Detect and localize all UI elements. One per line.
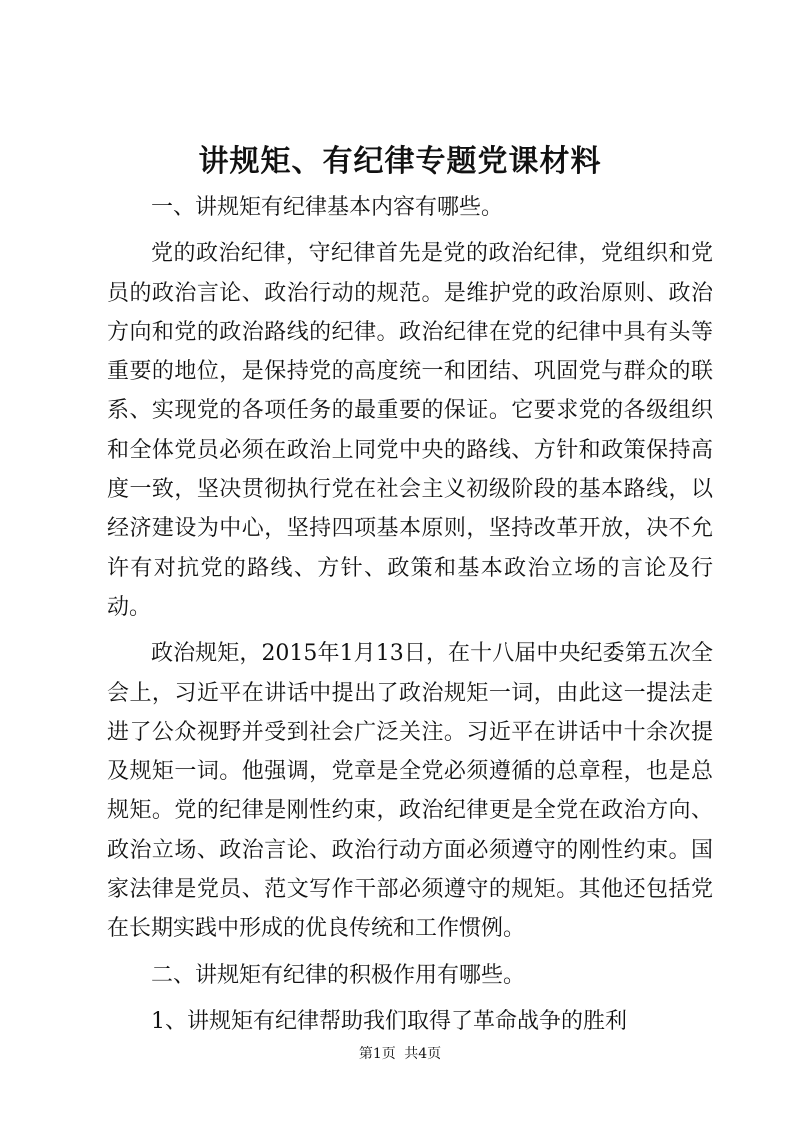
subsection-heading-1: 1、讲规矩有纪律帮助我们取得了革命战争的胜利 — [151, 1008, 627, 1034]
paragraph-political-discipline: 党的政治纪律，守纪律首先是党的政治纪律，党组织和党员的政治言论、政治行动的规范。是维护党的政治原则、政治方向和党的政治路线的纪律。政治纪律在党的纪律中具有头等重要的地位，是保持党的高度统一和团结、巩固党与群众的联系、实现党的各项任务的最重要的保证。它要求党的各级组织和全体党员必须在政治上同党中央的路线、方针和政策保持高度一致，坚决贯彻执行党在社会主义初级阶段的基本路线，以经济建设为中心，坚持四项基本原则，坚持改革开放，决不允许有对抗党的路线、方针、政策和基本政治立场的言论及行动。 — [107, 241, 713, 620]
page-total: 共4页 — [404, 1046, 442, 1062]
paragraph-political-rules: 政治规矩，2015年1月13日，在十八届中央纪委第五次全会上，习近平在讲话中提出了政治规矩一词，由此这一提法走进了公众视野并受到社会广泛关注。习近平在讲话中十余次提及规矩一词。他强调，党章是全党必须遵循的总章程，也是总规矩。党的纪律是刚性约束，政治纪律更是全党在政治方向、政治立场、政治言论、政治行动方面必须遵守的刚性约束。国家法律是党员、范文写作干部必须遵守的规矩。其他还包括党在长期实践中形成的优良传统和工作惯例。 — [107, 641, 713, 942]
section-heading-1: 一、讲规矩有纪律基本内容有哪些。 — [151, 195, 504, 220]
page-footer — [0, 1044, 800, 1064]
document-title: 讲规矩、有纪律专题党课材料 — [198, 144, 602, 179]
page-number: 第1页 — [358, 1046, 396, 1062]
document-body — [107, 188, 713, 1048]
section-heading-2: 二、讲规矩有纪律的积极作用有哪些。 — [151, 962, 526, 988]
